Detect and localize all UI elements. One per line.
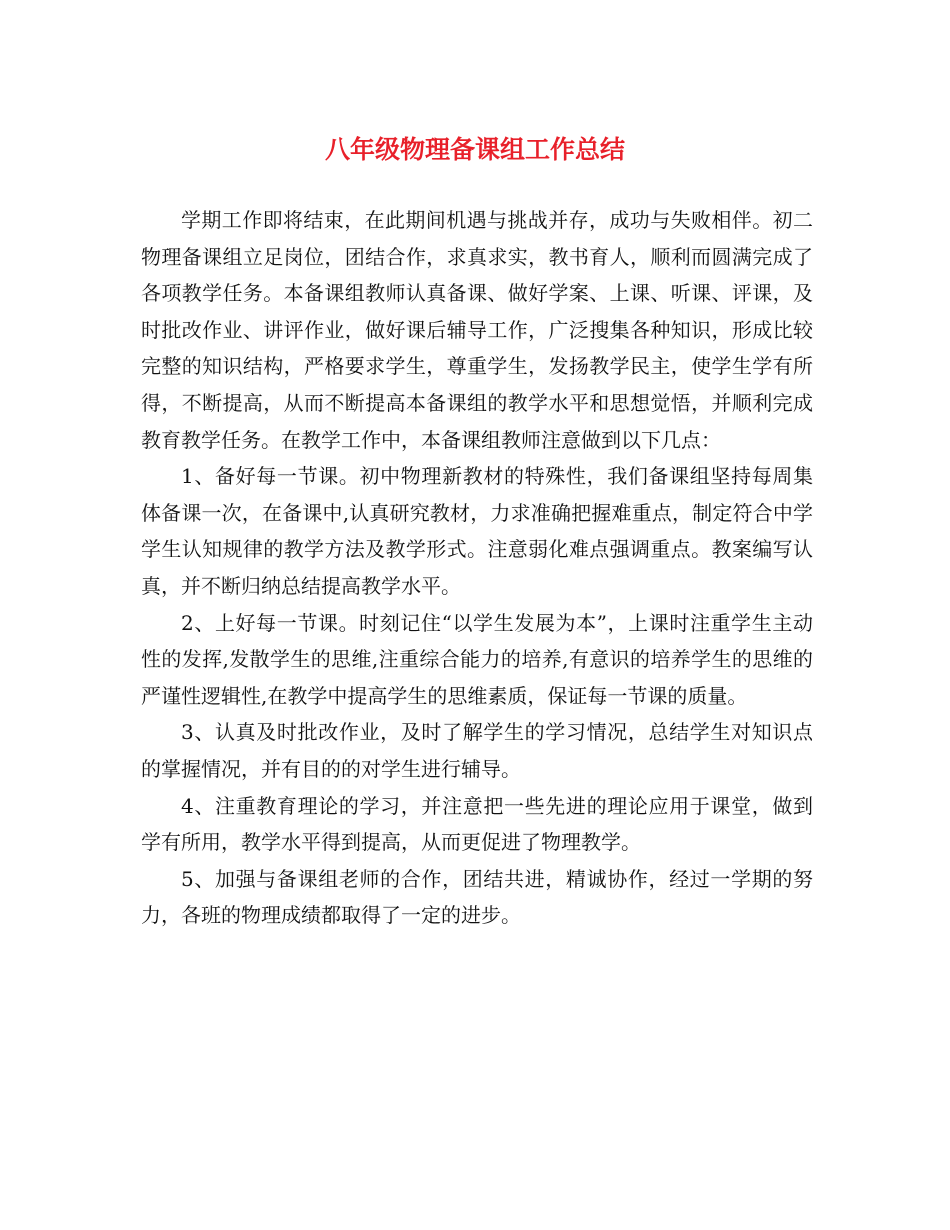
paragraph-point-1: 1、备好每一节课。初中物理新教材的特殊性，我们备课组坚持每周集体备课一次，在备课中,认真研究教材，力求准确把握难重点，制定符合中学学生认知规律的教学方法及教学形式。注意弱化难点强调重点。教案编写认真，并不断归纳总结提高教学水平。 xyxy=(141,464,813,598)
paragraph-point-2: 2、上好每一节课。时刻记住“以学生发展为本”，上课时注重学生主动性的发挥,发散学生的思维,注重综合能力的培养,有意识的培养学生的思维的严谨性逻辑性,在教学中提高学生的思维素质，保证每一节课的质量。 xyxy=(141,610,813,708)
paragraph-point-4: 4、注重教育理论的学习，并注意把一些先进的理论应用于课堂，做到学有所用，教学水平得到提高，从而更促进了物理教学。 xyxy=(141,793,813,855)
document-title: 八年级物理备课组工作总结 xyxy=(324,135,625,164)
document-body xyxy=(141,202,813,934)
paragraph-point-3: 3、认真及时批改作业，及时了解学生的学习情况，总结学生对知识点的掌握情况，并有目的的对学生进行辅导。 xyxy=(141,720,813,781)
paragraph-intro: 学期工作即将结束，在此期间机遇与挑战并存，成功与失败相伴。初二物理备课组立足岗位，团结合作，求真求实，教书育人，顺利而圆满完成了各项教学任务。本备课组教师认真备课、做好学案、上课、听课、评课，及时批改作业、讲评作业，做好课后辅导工作，广泛搜集各种知识，形成比较完整的知识结构，严格要求学生，尊重学生，发扬教学民主，使学生学有所得，不断提高，从而不断提高本备课组的教学水平和思想觉悟，并顺利完成教育教学任务。在教学工作中，本备课组教师注意做到以下几点： xyxy=(141,208,813,452)
paragraph-point-5: 5、加强与备课组老师的合作，团结共进，精诚协作，经过一学期的努力，各班的物理成绩都取得了一定的进步。 xyxy=(141,866,813,928)
